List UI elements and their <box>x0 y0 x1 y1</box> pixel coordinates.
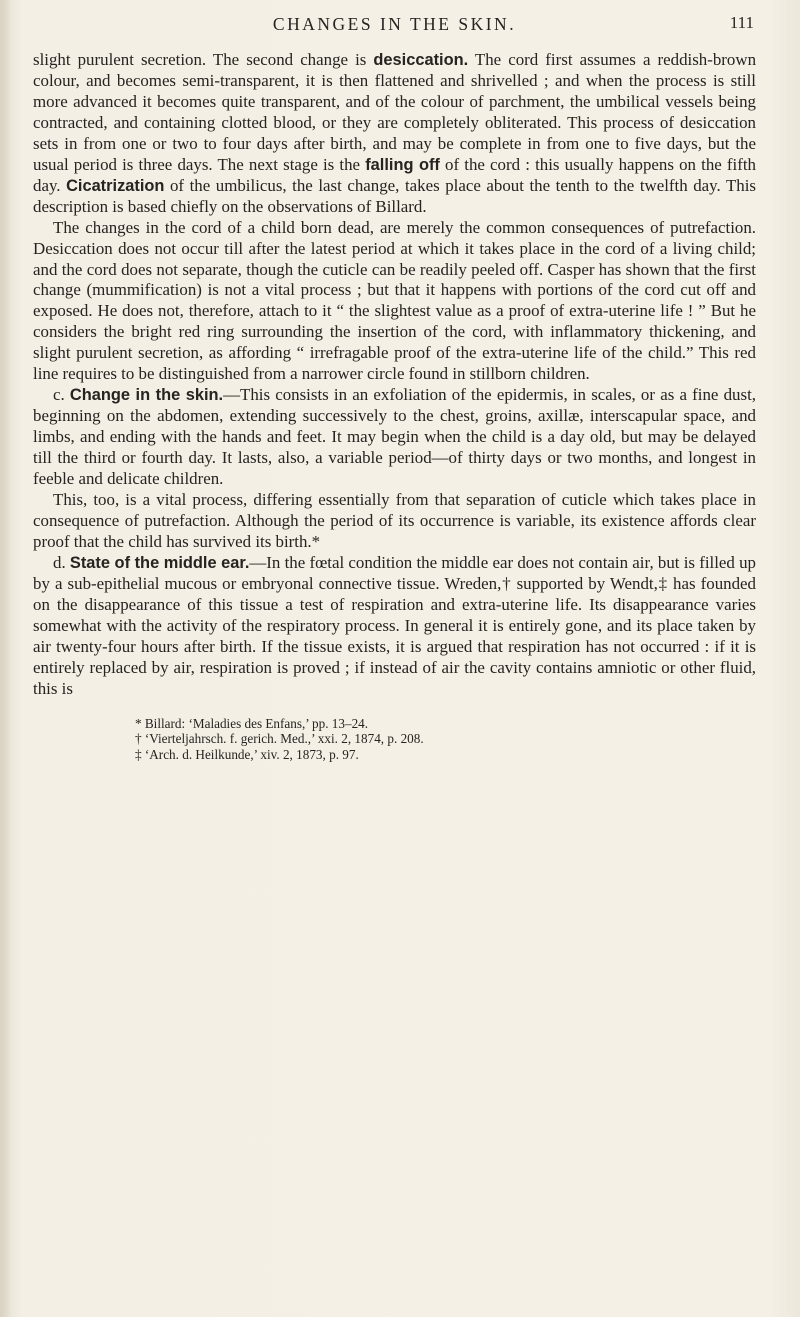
section-heading: Cicatrization <box>66 176 165 195</box>
text-run: of the cord : this usually happens on the fifth day. <box>33 154 756 195</box>
paragraph <box>33 218 756 386</box>
text-run: d. <box>53 552 70 572</box>
text-run: This, too, is a vital process, differing essentially from that separation of cuticle which takes place in consequence of putrefaction. Although the period of its occurrence is variable, its existence affords clear proof that the child has survived its birth.* <box>33 490 756 551</box>
text-run: of the umbilicus, the last change, takes place about the tenth to the twelfth day. This description is based chiefly on the observations of Billard. <box>33 175 756 216</box>
paragraph <box>33 385 756 490</box>
footnote: † ‘Vierteljahrsch. f. gerich. Med.,’ xxi. 2, 1874, p. 208. <box>135 731 424 747</box>
body-text <box>33 50 756 700</box>
text-run: —In the fœtal condition the middle ear does not contain air, but is filled up by a sub-epithelial mucous or embryonal connective tissue. Wreden,† supported by Wendt,‡ has founded on the disappearance of this tissue a test of respiration and extra-uterine life. Its disappearance varies somewhat with the activity of the respiratory process. In general it is entirely gone, and its place taken by air twenty-four hours after birth. If the tissue exists, it is argued that respiration has not occurred : if it is entirely replaced by air, respiration is proved ; if instead of air the cavity contains amniotic or other fluid, this is <box>33 552 757 698</box>
text-run: The changes in the cord of a child born dead, are merely the common consequences of putrefaction. Desiccation does not occur till after the latest period at which it takes place in the cord of a living child; and the cord does not separate, though the cuticle can be readily peeled off. Casper has shown that the first change (mummification) is not a vital process ; but that it happens with portions of the cord cut off and exposed. He does not, therefore, attach to it “ the slightest value as a proof of extra-uterine life ! ” But he considers the bright red ring surrounding the insertion of the cord, with inflammatory thickening, and slight purulent secretion, as affording “ irrefragable proof of the extra-uterine life of the child.” This red line requires to be distinguished from a narrower circle found in stillborn children. <box>33 217 756 384</box>
paragraph <box>33 50 756 218</box>
text-run: —This consists in an exfoliation of the epidermis, in scales, or as a fine dust, beginning on the abdomen, extending successively to the chest, groins, axillæ, interscapular space, and limbs, and ending with the hands and feet. It may begin when the child is a day old, but may be delayed till the third or fourth day. It lasts, also, a variable period—of thirty days or two months, and longest in feeble and delicate children. <box>33 385 756 489</box>
paragraph <box>33 553 756 700</box>
page-header <box>33 0 756 50</box>
section-heading: desiccation. <box>373 51 469 69</box>
running-head: CHANGES IN THE SKIN. <box>272 14 517 34</box>
section-heading: Change in the skin. <box>69 386 224 405</box>
section-heading: State of the middle ear. <box>69 553 250 572</box>
page-number: 111 <box>729 13 754 32</box>
footnote: * Billard: ‘Maladies des Enfans,’ pp. 13–24. <box>135 715 369 731</box>
text-run: The cord first assumes a reddish-brown colour, and becomes semi-transparent, it is then flattened and shrivelled ; and when the process is still more advanced it becomes quite transparent, and of the colour of parchment, the umbilical vessels being contracted, and containing clotted blood, or they are completely obliterated. This process of desiccation sets in from one or two to four days after birth, and may be complete in from one to five days, but the usual period is three days. The next stage is the <box>33 50 757 174</box>
page-binding-shadow <box>0 0 12 1317</box>
text-run: c. <box>53 385 70 405</box>
footnote: ‡ ‘Arch. d. Heilkunde,’ xiv. 2, 1873, p. 97. <box>135 746 359 762</box>
footnotes <box>33 716 756 763</box>
paragraph <box>33 490 756 553</box>
text-run: slight purulent secretion. The second change is <box>33 50 374 69</box>
section-heading: falling off <box>365 155 440 174</box>
